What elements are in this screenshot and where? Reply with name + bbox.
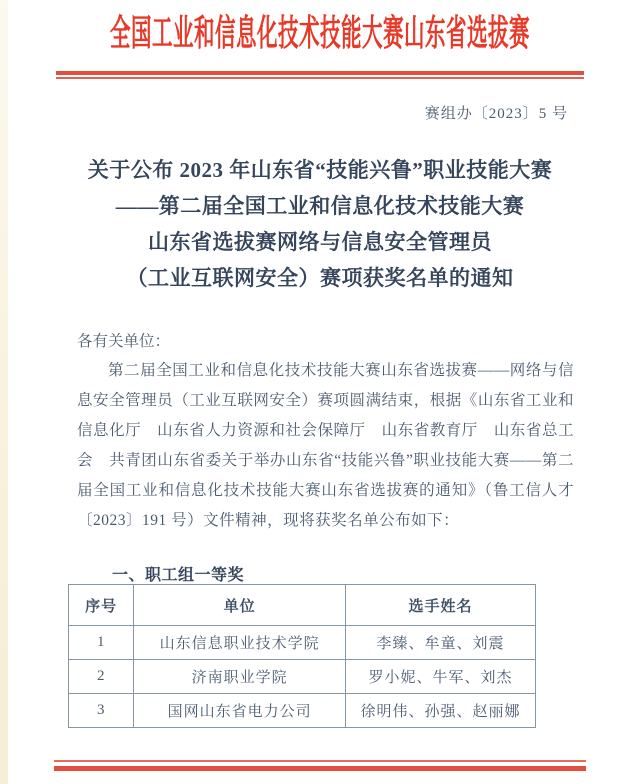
divider-thick-line [54,766,586,771]
cell-contestant-names: 徐明伟、孙强、赵丽娜 [345,694,535,728]
divider-thick-line [56,71,584,75]
header-organization: 单位 [134,585,346,626]
masthead [0,16,640,64]
cell-index: 1 [69,626,134,660]
section-heading: 一、职工组一等奖 [112,567,245,584]
cell-index: 3 [69,694,134,728]
cell-index: 2 [69,660,134,694]
cell-organization: 国网山东省电力公司 [134,694,346,728]
title-line-4: （工业互联网安全）赛项获奖名单的通知 [126,266,514,290]
award-table [68,584,536,728]
cell-contestant-names: 罗小妮、牛军、刘杰 [345,660,535,694]
title-line-2: ——第二届全国工业和信息化技术技能大赛 [115,194,525,218]
body-paragraph: 第二届全国工业和信息化技术技能大赛山东省选拔赛——网络与信息安全管理员（工业互联网安全）赛项圆满结束，根据《山东省工业和信息化厅 山东省人力资源和社会保障厅 山东省教育厅 山东省总工会 共青团山东省委关于举办山东省“技能兴鲁”职业技能大赛——第二届全国工业和信息化技术技能大赛山东省选拔赛的通知》（鲁工信人才〔2023〕191 号）文件精神，现将获奖名单公布如下： [77,362,574,529]
scan-edge-tint [0,0,8,784]
masthead-title: 全国工业和信息化技术技能大赛山东省选拔赛 [110,15,530,54]
title-line-3: 山东省选拔赛网络与信息安全管理员 [148,230,492,254]
table-row [69,626,536,660]
cell-organization: 济南职业学院 [134,660,346,694]
table-header-row [69,585,536,626]
footer-divider [54,760,586,771]
masthead-divider [56,71,584,79]
header-contestant-names: 选手姓名 [345,585,535,626]
salutation: 各有关单位： [77,333,171,350]
document-title [40,152,600,296]
document-number: 赛组办〔2023〕5 号 [424,106,568,122]
divider-thin-line [54,760,586,762]
cell-organization: 山东信息职业技术学院 [134,626,346,660]
divider-thin-line [56,77,584,79]
cell-contestant-names: 李臻、牟童、刘震 [345,626,535,660]
table-row [69,660,536,694]
table-row [69,694,536,728]
title-line-1: 关于公布 2023 年山东省“技能兴鲁”职业技能大赛 [87,158,553,182]
header-index: 序号 [69,585,134,626]
